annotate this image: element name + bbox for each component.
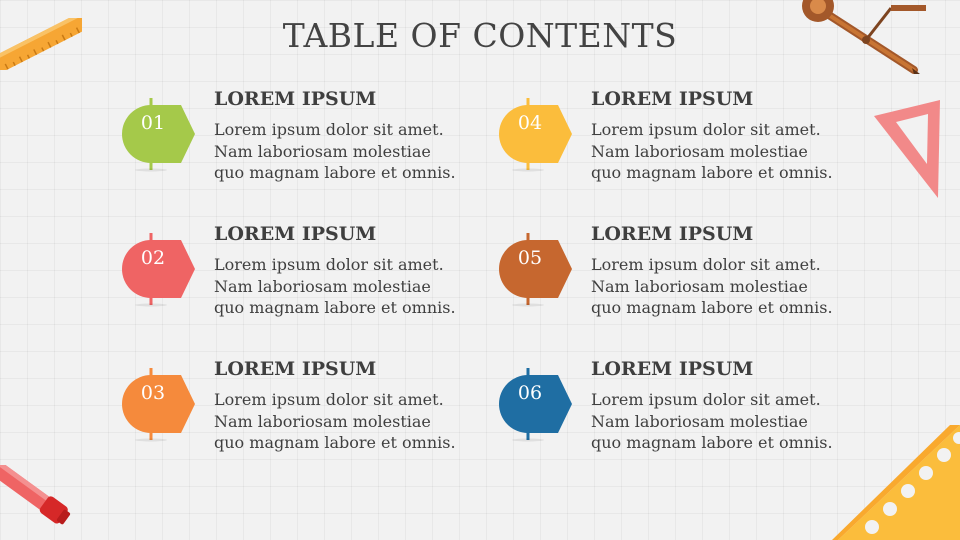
set-square-icon (872, 100, 944, 200)
item-description: Lorem ipsum dolor sit amet. Nam laboriosam molestiae quo magnam labore et omnis. (214, 120, 456, 182)
number-marker (121, 96, 201, 172)
marker-pen-icon (0, 465, 72, 530)
number-marker (498, 366, 578, 442)
number-marker (121, 366, 201, 442)
number-marker (498, 96, 578, 172)
toc-item (498, 223, 858, 333)
item-heading: LOREM IPSUM (214, 358, 377, 380)
number-marker (121, 231, 201, 307)
item-description: Lorem ipsum dolor sit amet. Nam laboriosam molestiae quo magnam labore et omnis. (591, 120, 833, 182)
item-description: Lorem ipsum dolor sit amet. Nam laboriosam molestiae quo magnam labore et omnis. (591, 255, 833, 317)
item-heading: LOREM IPSUM (214, 88, 377, 110)
item-number: 06 (517, 382, 543, 404)
item-number: 03 (140, 382, 166, 404)
item-description: Lorem ipsum dolor sit amet. Nam laboriosam molestiae quo magnam labore et omnis. (214, 390, 456, 452)
toc-item (498, 358, 858, 468)
item-number: 02 (140, 247, 166, 269)
toc-item (121, 223, 481, 333)
item-number: 05 (517, 247, 543, 269)
item-description: Lorem ipsum dolor sit amet. Nam laboriosam molestiae quo magnam labore et omnis. (214, 255, 456, 317)
item-number: 04 (517, 112, 543, 134)
item-heading: LOREM IPSUM (591, 88, 754, 110)
toc-item (498, 88, 858, 198)
item-number: 01 (140, 112, 166, 134)
number-marker (498, 231, 578, 307)
item-heading: LOREM IPSUM (591, 223, 754, 245)
toc-item (121, 88, 481, 198)
toc-item (121, 358, 481, 468)
item-description: Lorem ipsum dolor sit amet. Nam laboriosam molestiae quo magnam labore et omnis. (591, 390, 833, 452)
item-heading: LOREM IPSUM (214, 223, 377, 245)
item-heading: LOREM IPSUM (591, 358, 754, 380)
page-title: TABLE OF CONTENTS (282, 16, 678, 55)
